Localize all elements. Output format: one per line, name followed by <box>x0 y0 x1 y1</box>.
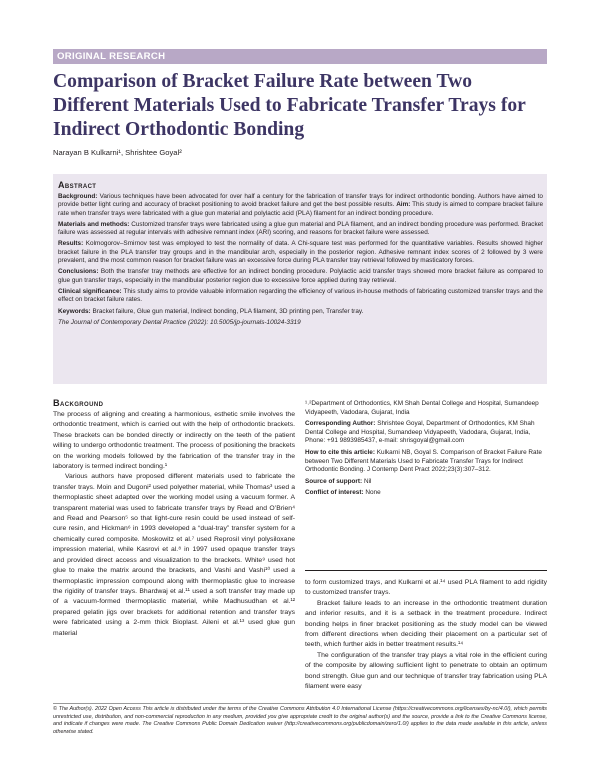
background-heading: Background <box>53 398 104 408</box>
abstract-significance <box>58 288 543 305</box>
methods-label: Materials and methods: <box>58 220 130 228</box>
abstract-results <box>58 240 543 265</box>
keywords-label: Keywords: <box>58 307 91 315</box>
abstract-background <box>58 193 543 218</box>
corresponding-author <box>305 420 547 446</box>
aim-text: This study is aimed to compare bracket failure rate when transfer trays were fabricated with a glue gun material and polylactic acid (PLA) filament for an indirect bonding procedure. <box>58 201 543 217</box>
left-column <box>53 410 295 639</box>
abstract-methods <box>58 221 543 238</box>
right-paragraph-3: The configuration of the transfer tray plays a vital role in the efficient curing of the composite by allowing sufficient light to penetrate to obtain an optimum bond strength. Glue gun and our technique of transfer tray fabrication using PLA filament were easy <box>305 651 547 691</box>
background-text: Various techniques have been advocated for over half a century for the fabrication of transfer trays for indirect orthodontic bonding. Authors have aimed to provide better light curing and accuracy of bracket positioning to avoid bracket failure and get the best possible results. <box>58 193 543 209</box>
divider <box>305 570 547 571</box>
significance-text: This study aims to provide valuable information regarding the efficiency of various in-house methods of fabricating customized transfer trays and the effect on bracket failure rates. <box>58 287 543 304</box>
cite-label: How to cite this article: <box>305 448 375 456</box>
abstract-keywords <box>58 308 543 316</box>
abstract-box <box>53 174 547 384</box>
section-label: ORIGINAL RESEARCH <box>53 49 547 64</box>
cite-text: Kulkarni NB, Goyal S. Comparison of Bracket Failure Rate between Two Different Materials Used to Fabricate Transfer Trays for Indirect Orthodontic Bonding. J Contemp Dent Pract 2022;23(3):307–312. <box>305 448 542 474</box>
conflict-text: None <box>365 489 381 497</box>
right-paragraph-2: Bracket failure leads to an increase in the orthodontic treatment duration and inferior results, and it is a setback in the treatment procedure. Indirect bonding helps in finer bracket positioning as the study model can be viewed from different directions when deciding their placement on a particular set of teeth, which further aids in better treatment results.¹⁴ <box>305 599 547 649</box>
left-paragraph-1: The process of aligning and creating a harmonious, esthetic smile involves the orthodontic treatment, which is carried out with the help of orthodontic brackets. These brackets can be bonded directly or indirectly on the teeth of the patient willing to undergo orthodontic treatment. The process of positioning the brackets on the working models followed by the fabrication of the transfer tray in the laboratory is termed indirect bonding.¹ <box>53 411 295 471</box>
abstract-conclusions <box>58 268 543 285</box>
left-paragraph-2: Various authors have proposed different materials used to fabricate the transfer trays. Moin and Dugoni² used polyether material, while Thomas³ used a thermoplastic sheet adapted over the working model using a vacuum former. A transparent material was used to fabricate transfer trays by Read and O’Brien⁴ and Read and Pearson⁵ so that light-cure resin could be used instead of self-cure resin, and Hickman⁶ in 1993 developed a “dual-tray” transfer system for a chemically cured composite. Moskowitz et al.⁷ used Reprosil vinyl polysiloxane impression material, while Kasrovi et al.⁸ in 1997 used opaque transfer trays and provided direct access and visualization to the brackets. White⁹ used hot glue to make the matrix around the brackets, and Vashi and Vashi¹⁰ used a thermoplastic impression compound along with thermoplastic glue to increase the rigidity of transfer trays. Bhardwaj et al.¹¹ used a soft transfer tray made up of a vacuum-formed thermoplastic material, while Madhusudhan et al.¹² prepared gelatin jigs over brackets for additional retention and transfer trays were fabricated using a 2-mm thick Bioplast. Aileni et al.¹³ used glue gun material <box>53 473 295 637</box>
license-footer: © The Author(s). 2022 Open Access This article is distributed under the terms of the Creative Commons Attribution 4.0 International License (https://creativecommons.org/licenses/by-nc/4.0/), which permits unrestricted use, distribution, and non-commercial reproduction in any medium, provided you give appropriate credit to the original author(s) and the source, provide a link to the Creative Commons license, and indicate if changes were made. The Creative Commons Public Domain Dedication waiver (http://creativecommons.org/publicdomain/zero/1.0/) applies to the data made available in this article, unless otherwise stated. <box>53 706 547 735</box>
affiliations-block <box>305 400 547 501</box>
corresponding-text: Shrishtee Goyal, Department of Orthodontics, KM Shah Dental College and Hospital, Sumandeep Vidyapeeth, Vadodara, Gujarat, India, Phone: +91 9893985437, e-mail: shrisgoyal@gmail.com <box>305 420 535 445</box>
abstract-heading: Abstract <box>58 180 97 190</box>
methods-text: Customized transfer trays were fabricated using a glue gun material and PLA filament, and an indirect bonding procedure was performed. Bracket failure was assessed at regular intervals with adhesive remnant index (ARI) scoring, and reasons for bracket failure were assessed. <box>58 220 543 237</box>
conclusions-label: Conclusions: <box>58 268 99 276</box>
article-title: Comparison of Bracket Failure Rate between Two Different Materials Used to Fabricate Transfer Trays for Indirect Orthodontic Bonding <box>53 71 526 140</box>
affiliation: ¹˒²Department of Orthodontics, KM Shah Dental College and Hospital, Sumandeep Vidyapeeth, Vadodara, Gujarat, India <box>305 400 539 416</box>
aim-label: Aim: <box>396 201 411 209</box>
results-label: Results: <box>58 240 84 248</box>
support-label: Source of support: <box>305 477 363 485</box>
corresponding-label: Corresponding Author: <box>305 420 376 428</box>
keywords-text: Bracket failure, Glue gun material, Indirect bonding, PLA filament, 3D printing pen, Transfer tray. <box>92 307 364 315</box>
right-paragraph-1: to form customized trays, and Kulkarni et al.¹⁴ used PLA filament to add rigidity to customized transfer trays. <box>305 579 547 597</box>
background-label: Background: <box>58 193 98 200</box>
results-text: Kolmogorov–Smirnov test was employed to test the normality of data. A Chi-square test was performed for the quantitative variables. Results showed higher bracket failure in the PLA transfer tray groups and in the mandibular arch, especially in the posterior region. Adhesive remnant index scores of 2 followed by 3 were prevalent, and the most common reason for bracket failure was an excessive force during PLA transfer tray retrieval followed by masticatory forces. <box>58 240 543 265</box>
right-column <box>305 578 547 692</box>
authors: Narayan B Kulkarni¹, Shrishtee Goyal² <box>53 148 182 157</box>
conclusions-text: Both the transfer tray methods are effective for an indirect bonding procedure. Polylactic acid transfer trays showed more bracket failure as compared to glue gun transfer trays, especially in the mandibular posterior region due to excessive force applied during tray retrieval. <box>58 268 543 284</box>
footer-divider <box>53 703 547 704</box>
how-to-cite <box>305 449 547 475</box>
support-text: Nil <box>363 477 372 485</box>
journal-reference: The Journal of Contemporary Dental Practice (2022): 10.5005/jp-journals-10024-3319 <box>58 318 301 326</box>
significance-label: Clinical significance: <box>58 287 122 295</box>
conflict-of-interest <box>305 489 547 498</box>
source-of-support <box>305 478 547 487</box>
conflict-label: Conflict of interest: <box>305 489 364 497</box>
